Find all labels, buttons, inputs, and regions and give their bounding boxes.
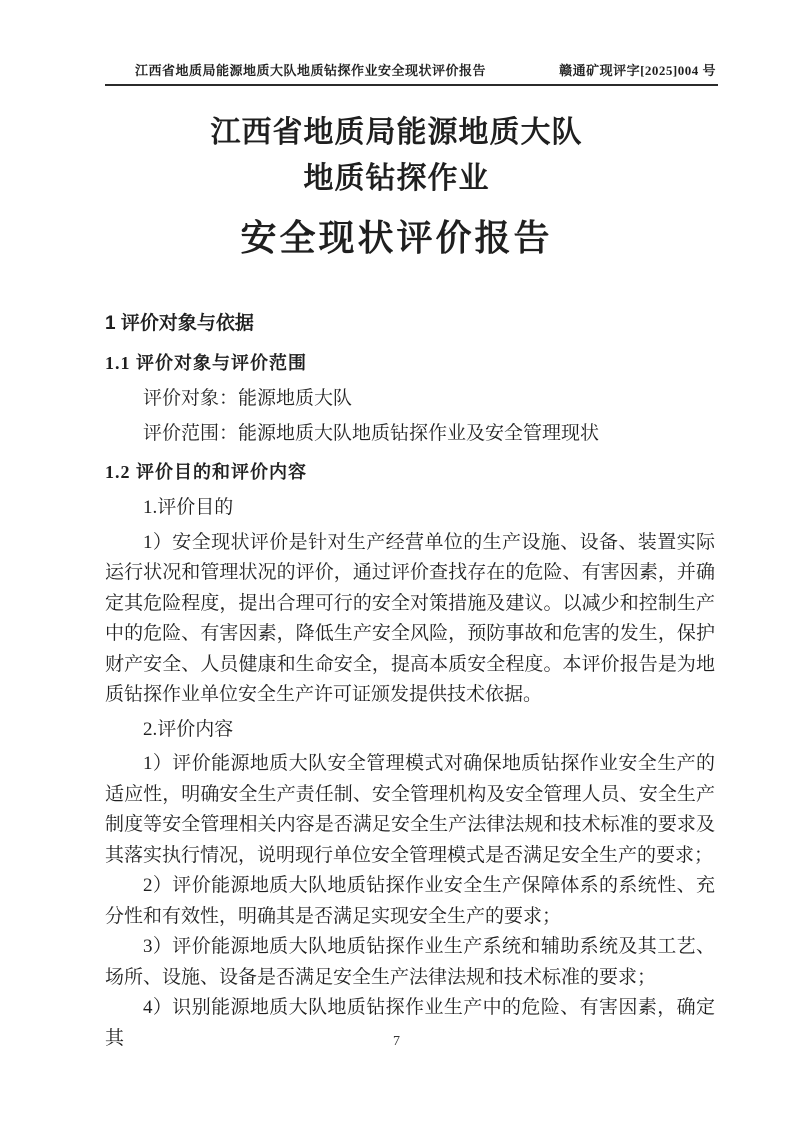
content-item-1: 1）评价能源地质大队安全管理模式对确保地质钻探作业安全生产的适应性，明确安全生产责任制、安全管理机构及安全管理人员、安全生产制度等安全管理相关内容是否满足安全生产法律法规和技术标准的要求及其落实执行情况，说明现行单位安全管理模式是否满足安全生产的要求； bbox=[105, 753, 715, 866]
report-body bbox=[105, 310, 715, 1054]
purpose-label: 1.评价目的 bbox=[143, 497, 234, 518]
cover-title-line3: 安全现状评价报告 bbox=[240, 217, 553, 258]
page-footer bbox=[0, 1034, 793, 1050]
page-number: 7 bbox=[393, 1034, 400, 1049]
section-heading-1-2: 1.2 评价目的和评价内容 bbox=[105, 462, 307, 482]
content-item-4: 4）识别能源地质大队地质钻探作业生产中的危险、有害因素，确定其 bbox=[105, 997, 715, 1049]
header-doc-title: 江西省地质局能源地质大队地质钻探作业安全现状评价报告 bbox=[135, 63, 487, 78]
cover-title-line1: 江西省地质局能源地质大队 bbox=[210, 116, 583, 149]
header-doc-number: 赣通矿现评字[2025]004 号 bbox=[559, 63, 716, 78]
content-label: 2.评价内容 bbox=[143, 718, 234, 740]
section-heading-1: 1 评价对象与依据 bbox=[105, 313, 254, 334]
eval-scope-line: 评价范围：能源地质大队地质钻探作业及安全管理现状 bbox=[143, 422, 600, 444]
content-item-3: 3）评价能源地质大队地质钻探作业生产系统和辅助系统及其工艺、场所、设施、设备是否满足安全生产法律法规和技术标准的要求； bbox=[105, 936, 715, 988]
cover-titles bbox=[0, 0, 793, 264]
page-header bbox=[105, 60, 718, 86]
eval-target-line: 评价对象：能源地质大队 bbox=[143, 388, 353, 409]
section-heading-1-1: 1.1 评价对象与评价范围 bbox=[105, 353, 307, 373]
content-item-2: 2）评价能源地质大队地质钻探作业安全生产保障体系的系统性、充分性和有效性，明确其是否满足实现安全生产的要求； bbox=[105, 875, 715, 927]
cover-title-line2: 地质钻探作业 bbox=[303, 162, 490, 195]
purpose-paragraph: 1）安全现状评价是针对生产经营单位的生产设施、设备、装置实际运行状况和管理状况的评价，通过评价查找存在的危险、有害因素，并确定其危险程度，提出合理可行的安全对策措施及建议。以减少和控制生产中的危险、有害因素，降低生产安全风险，预防事故和危害的发生，保护财产安全、人员健康和生命安全，提高本质安全程度。本评价报告是为地质钻探作业单位安全生产许可证颁发提供技术依据。 bbox=[105, 531, 715, 705]
